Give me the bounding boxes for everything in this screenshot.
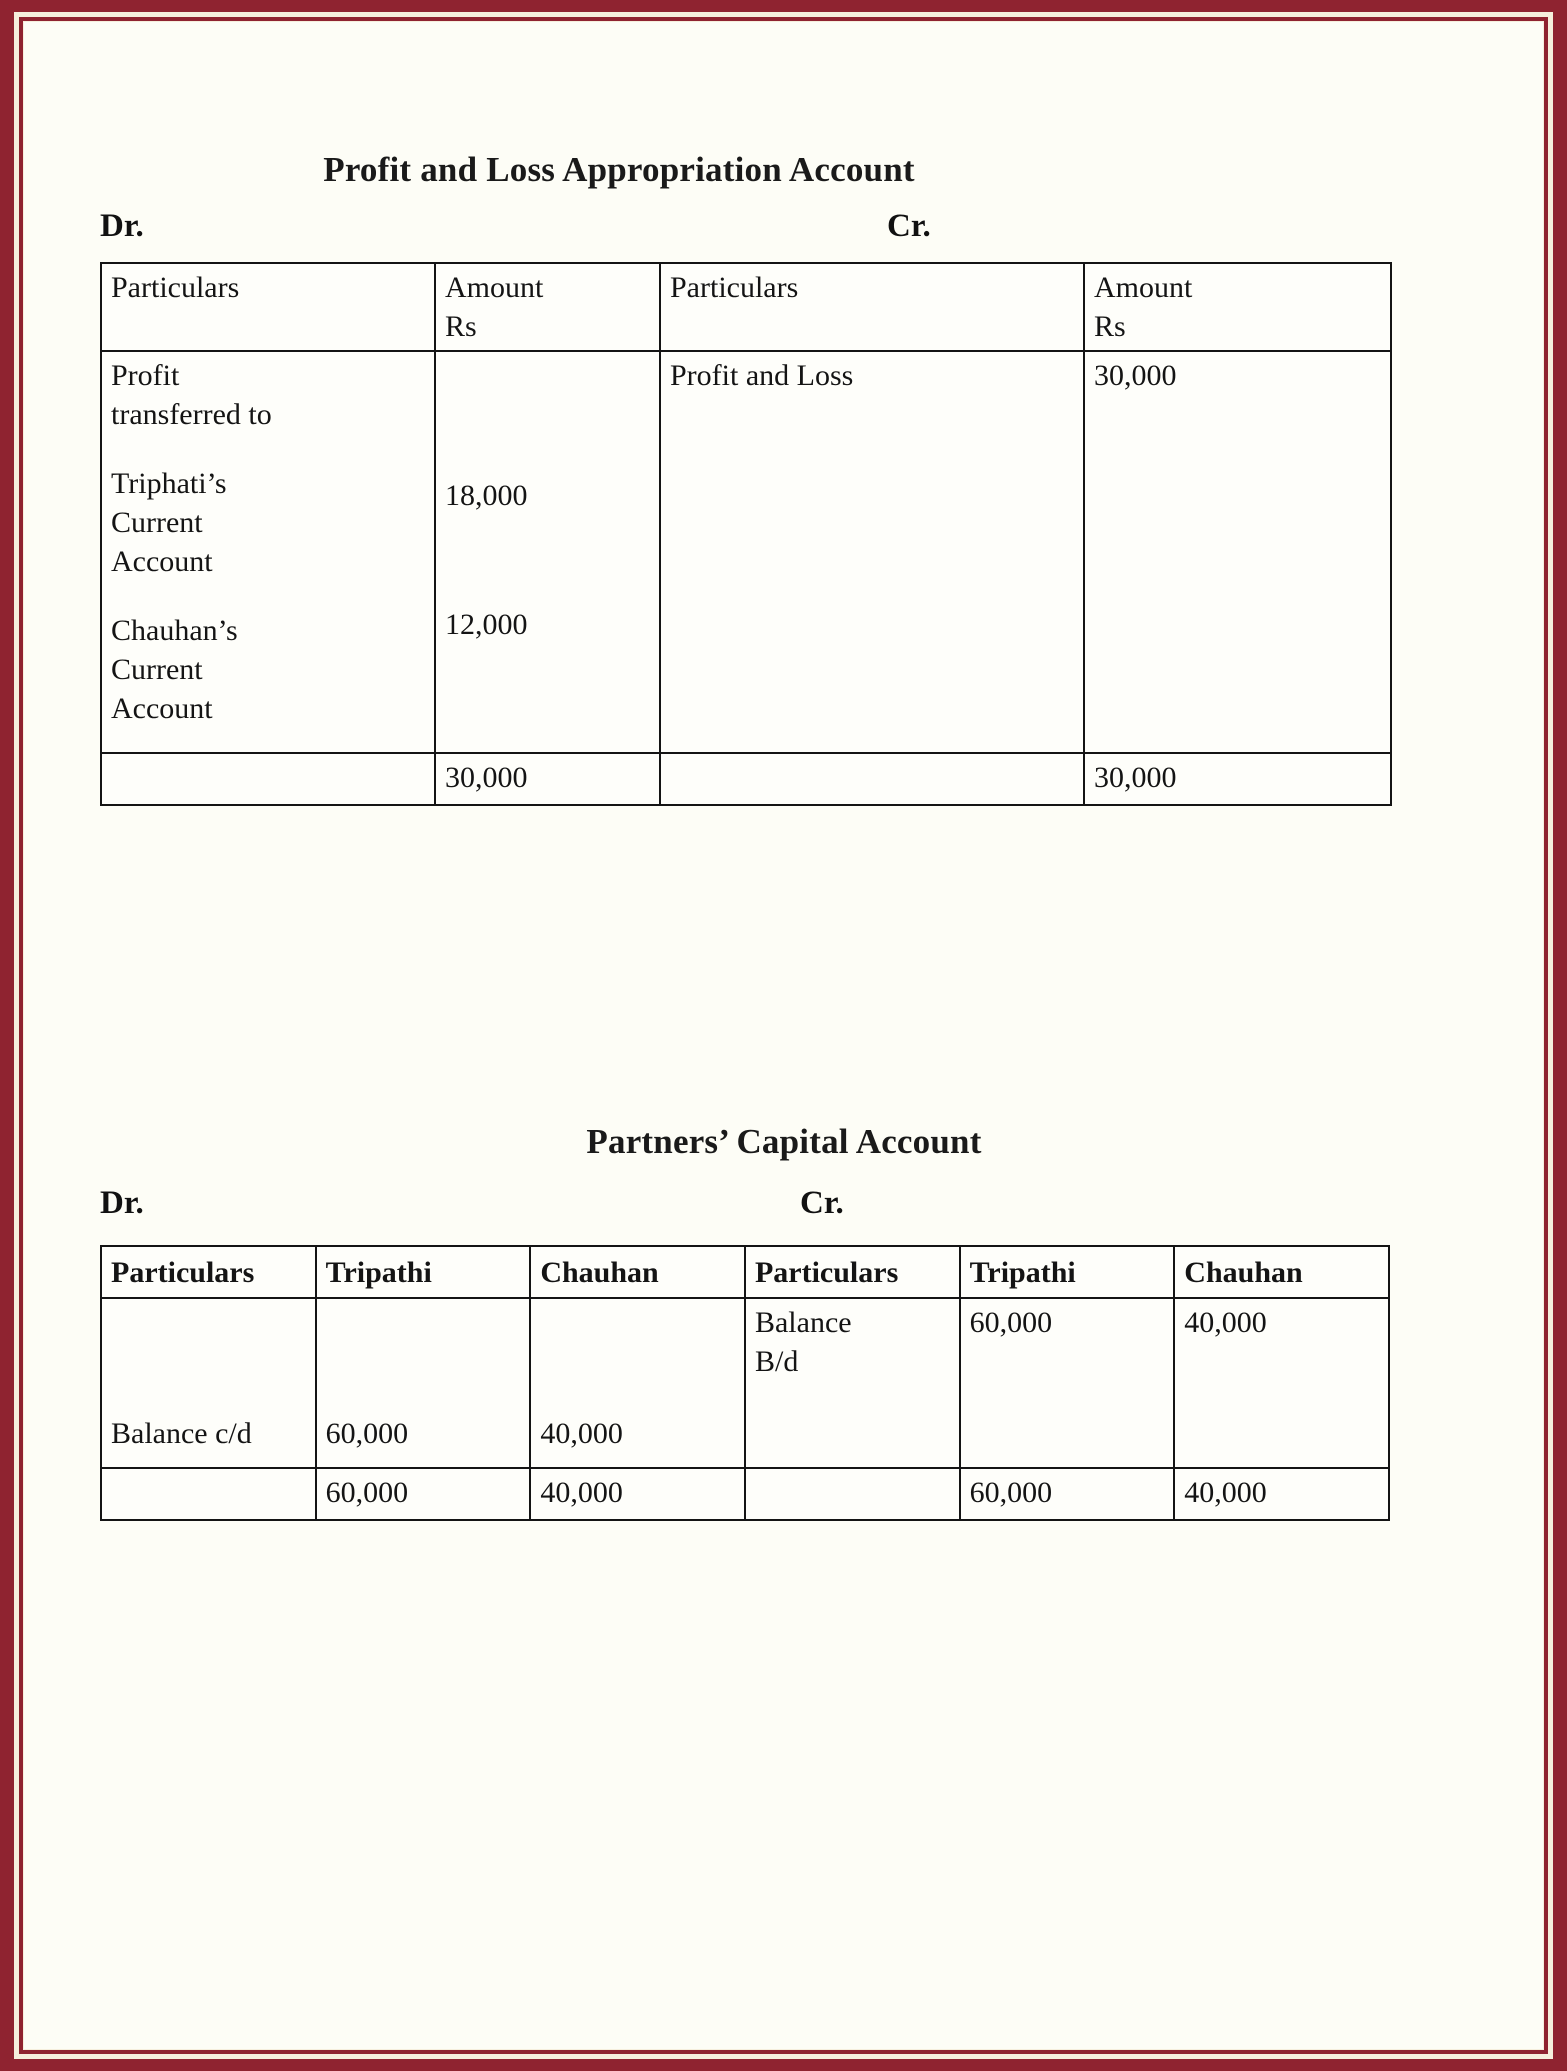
capital-total-row (101, 1468, 1389, 1520)
capital-total-chauhan-debit: 40,000 (530, 1468, 745, 1520)
header-particulars-debit: Particulars (101, 263, 435, 351)
debit-entry2-current: Current (111, 653, 203, 686)
total-label-debit (101, 753, 435, 805)
amt-spacer-6 (445, 545, 650, 575)
debit-amount-cell (435, 351, 660, 753)
capital-header-chauhan-debit: Chauhan (530, 1246, 745, 1298)
capital-body-row (101, 1298, 1389, 1468)
amt-spacer-5 (445, 515, 650, 545)
amt-spacer-1 (445, 356, 650, 386)
debit-entry1-current: Current (111, 506, 203, 539)
header-amount-debit (435, 263, 660, 351)
capital-header-chauhan-credit: Chauhan (1174, 1246, 1389, 1298)
capital-credit-particulars (745, 1298, 960, 1468)
profit-loss-appropriation-title: Profit and Loss Appropriation Account (323, 150, 915, 189)
partners-capital-account-title: Partners’ Capital Account (586, 1122, 982, 1161)
profit-loss-appropriation-table (100, 262, 1392, 806)
table-body-row (101, 351, 1391, 753)
capital-debit-chauhan: 40,000 (530, 1298, 745, 1468)
debit-entry2-amount: 12,000 (445, 608, 528, 641)
table-total-row (101, 753, 1391, 805)
credit-amount-cell: 30,000 (1084, 351, 1391, 753)
capital-header-tripathi-debit: Tripathi (316, 1246, 531, 1298)
capital-total-chauhan-credit: 40,000 (1174, 1468, 1389, 1520)
header-amount-credit-line2: Rs (1094, 310, 1126, 343)
total-amount-debit: 30,000 (435, 753, 660, 805)
cr-label-2: Cr. (800, 1185, 844, 1221)
capital-total-particulars-credit (745, 1468, 960, 1520)
dr-label-1: Dr. (100, 208, 144, 244)
capital-debit-particulars: Balance c/d (101, 1298, 316, 1468)
spacer-2 (111, 581, 425, 611)
capital-debit-tripathi: 60,000 (316, 1298, 531, 1468)
document-page (24, 22, 1543, 2049)
capital-credit-chauhan: 40,000 (1174, 1298, 1389, 1468)
cr-label-1: Cr. (887, 208, 931, 244)
capital-header-row (101, 1246, 1389, 1298)
debit-entry1-account: Account (111, 545, 213, 578)
debit-entry2-name: Chauhan’s (111, 614, 238, 647)
amt-spacer-3 (445, 416, 650, 446)
capital-credit-particulars-line1: Balance (754, 1306, 852, 1339)
debit-entry2-account: Account (111, 692, 213, 725)
total-amount-credit: 30,000 (1084, 753, 1391, 805)
spacer-1 (111, 434, 425, 464)
capital-header-particulars-debit: Particulars (101, 1246, 316, 1298)
header-particulars-credit: Particulars (660, 263, 1084, 351)
total-label-credit (660, 753, 1084, 805)
amt-spacer-4 (445, 446, 650, 476)
capital-total-tripathi-debit: 60,000 (316, 1468, 531, 1520)
amt-spacer-7 (445, 575, 650, 605)
table-header-row (101, 263, 1391, 351)
credit-particulars-cell: Profit and Loss (660, 351, 1084, 753)
debit-entry1-name: Triphati’s (111, 467, 227, 500)
partners-capital-account-table (100, 1245, 1390, 1521)
capital-header-particulars-credit: Particulars (745, 1246, 960, 1298)
dr-label-2: Dr. (100, 1185, 144, 1221)
capital-credit-tripathi: 60,000 (960, 1298, 1175, 1468)
debit-transferred-line: transferred to (111, 398, 272, 431)
debit-profit-line: Profit (111, 359, 180, 392)
debit-entry1-amount: 18,000 (445, 479, 528, 512)
header-amount-debit-line2: Rs (445, 310, 477, 343)
header-amount-credit-line1: Amount (1094, 271, 1193, 304)
amt-spacer-2 (445, 386, 650, 416)
capital-total-particulars-debit (101, 1468, 316, 1520)
debit-particulars-cell (101, 351, 435, 753)
header-amount-credit (1084, 263, 1391, 351)
capital-total-tripathi-credit: 60,000 (960, 1468, 1175, 1520)
capital-credit-particulars-line2: B/d (754, 1345, 799, 1378)
capital-header-tripathi-credit: Tripathi (960, 1246, 1175, 1298)
header-amount-debit-line1: Amount (445, 271, 544, 304)
